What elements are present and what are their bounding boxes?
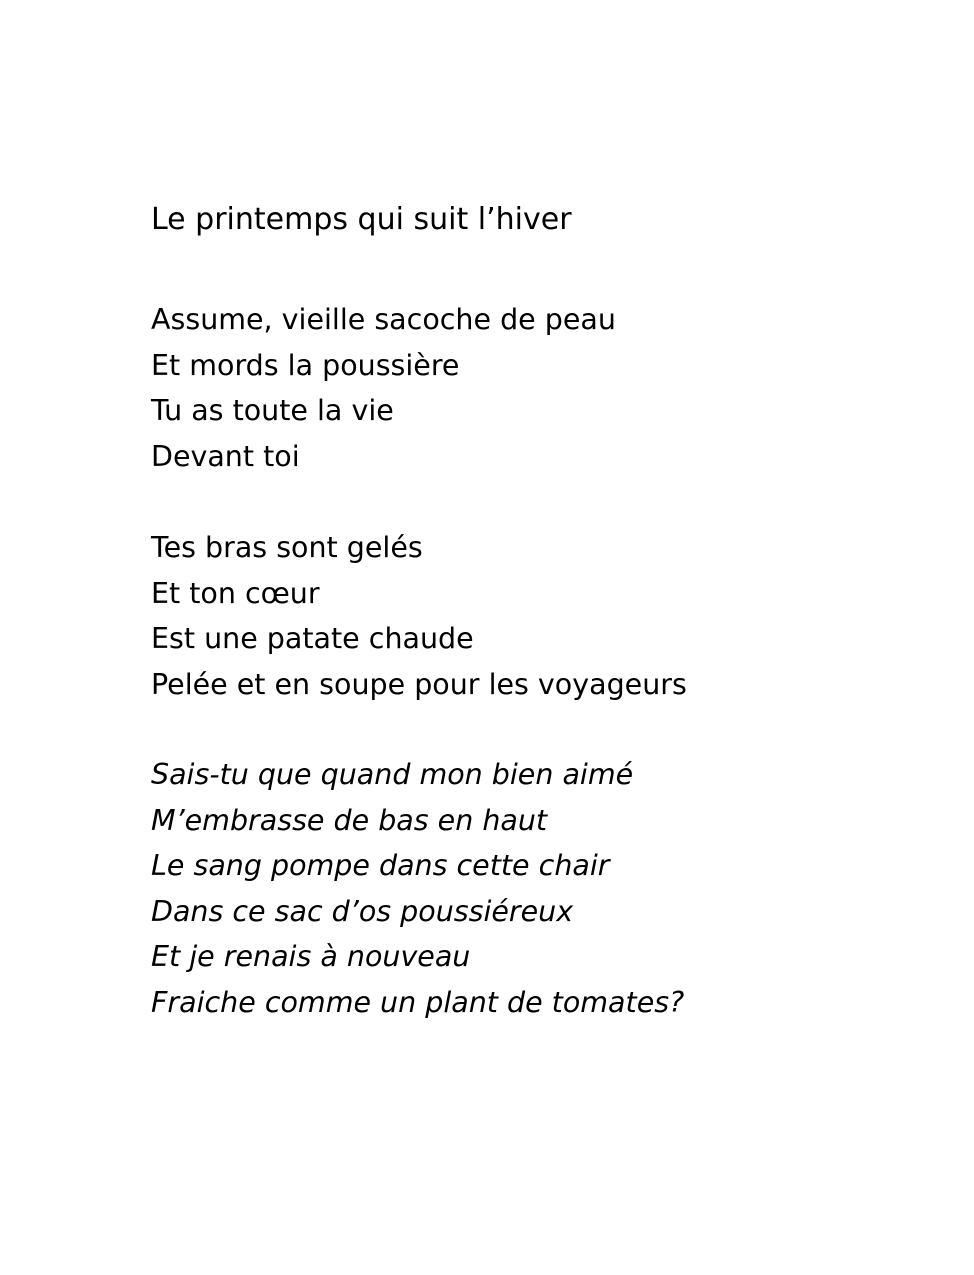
verse-line: Et mords la poussière xyxy=(151,348,460,382)
verse-line: Fraiche comme un plant de tomates? xyxy=(151,985,685,1019)
verse-line: Le sang pompe dans cette chair xyxy=(151,849,610,882)
poem-title: Le printemps qui suit l’hiver xyxy=(151,202,572,237)
verse-line: Pelée et en soupe pour les voyageurs xyxy=(151,667,687,701)
verse-line: Tes bras sont gelés xyxy=(151,531,423,564)
verse-line: Dans ce sac d’os poussiéreux xyxy=(151,894,574,928)
verse-line: Devant toi xyxy=(151,439,300,473)
verse-line: Sais-tu que quand mon bien aimé xyxy=(151,758,634,791)
stanza-2 xyxy=(151,525,687,707)
verse-line: Tu as toute la vie xyxy=(151,394,394,427)
verse-line: Assume, vieille sacoche de peau xyxy=(151,303,616,336)
verse-line: Est une patate chaude xyxy=(151,622,474,655)
verse-line: Et ton cœur xyxy=(151,576,320,610)
verse-line: Et je renais à nouveau xyxy=(151,940,471,973)
stanza-1 xyxy=(151,297,616,479)
verse-line: M’embrasse de bas en haut xyxy=(151,803,548,837)
stanza-3-italic xyxy=(151,752,684,1025)
